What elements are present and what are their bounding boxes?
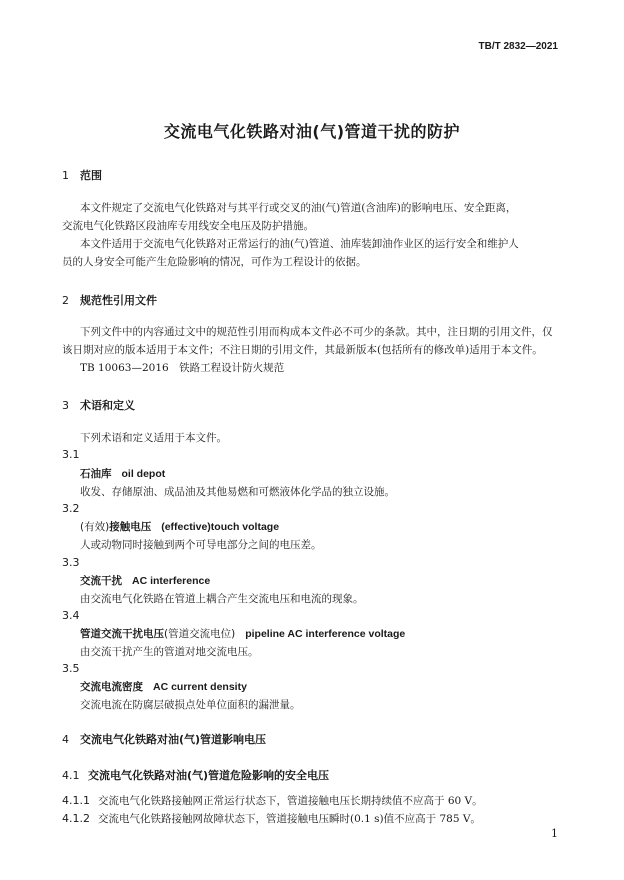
section-number: 1	[62, 169, 69, 182]
term-title	[80, 466, 165, 481]
subsection-title: 交流电气化铁路对油(气)管道危险影响的安全电压	[88, 769, 330, 782]
subsection-4-1-heading	[62, 767, 329, 783]
term-name-en: AC current density	[153, 681, 247, 693]
clause-text: 交流电气化铁路接触网正常运行状态下，管道接触电压长期持续值不应高于 60 V。	[98, 795, 483, 807]
term-name-en: (effective)touch voltage	[161, 521, 280, 533]
section-title: 规范性引用文件	[80, 294, 157, 307]
term-name-en: AC interference	[132, 575, 211, 587]
term-definition: 收发、存储原油、成品油及其他易燃和可燃液体化学品的独立设施。	[80, 486, 395, 498]
section-title: 术语和定义	[80, 399, 135, 412]
paragraph-line: 员的人身安全可能产生危险影响的情况，可作为工程设计的依据。	[62, 256, 367, 268]
term-name-cn: 接触电压	[109, 521, 152, 533]
term-definition: 人或动物同时接触到两个可导电部分之间的电压差。	[80, 539, 322, 551]
term-name-cn: 交流电流密度	[80, 681, 143, 693]
clause-number: 4.1.1	[62, 794, 90, 807]
term-name-cn: 交流干扰	[80, 575, 122, 587]
term-name-en: pipeline AC interference voltage	[245, 628, 406, 640]
subsection-number: 4.1	[62, 769, 80, 782]
term-number: 3.1	[62, 448, 80, 461]
document-title: 交流电气化铁路对油(气)管道干扰的防护	[163, 122, 461, 141]
section-number: 2	[62, 294, 69, 307]
term-name-en: oil depot	[121, 468, 166, 480]
paragraph-line: 本文件规定了交流电气化铁路对与其平行或交叉的油(气)管道(含油库)的影响电压、安全距离，	[80, 202, 517, 214]
paragraph-line: 交流电气化铁路区段油库专用线安全电压及防护措施。	[62, 220, 314, 232]
section-number: 4	[62, 733, 69, 746]
term-definition: 由交流干扰产生的管道对地交流电压。	[80, 646, 259, 658]
term-definition: 交流电流在防腐层破损点处单位面积的漏泄量。	[80, 699, 301, 711]
section-1-heading	[62, 167, 102, 183]
section-4-heading	[62, 731, 266, 747]
term-prefix: (有效)	[80, 521, 110, 533]
section-title: 范围	[80, 169, 102, 182]
clause	[62, 810, 481, 828]
section-3-heading	[62, 397, 135, 413]
page-number: 1	[551, 827, 558, 840]
standard-code: TB/T 2832—2021	[478, 41, 558, 52]
term-title	[80, 519, 279, 534]
section-2-heading	[62, 292, 157, 308]
term-title	[80, 679, 247, 694]
paragraph-line: 下列文件中的内容通过文中的规范性引用而构成本文件必不可少的条款。其中，注日期的引用文件，仅	[80, 326, 553, 338]
term-title	[80, 626, 405, 641]
section-number: 3	[62, 399, 69, 412]
term-title	[80, 573, 210, 588]
paragraph-line: 本文件适用于交流电气化铁路对正常运行的油(气)管道、油库装卸油作业区的运行安全和维护人	[80, 238, 519, 250]
term-number: 3.5	[62, 662, 80, 675]
term-definition: 由交流电气化铁路在管道上耦合产生交流电压和电流的现象。	[80, 593, 364, 605]
term-name-cn: 石油库	[80, 468, 112, 480]
term-name-cn: 管道交流干扰电压	[80, 628, 164, 640]
paragraph-line: 该日期对应的版本适用于本文件；不注日期的引用文件，其最新版本(包括所有的修改单)适用于本文件。	[62, 344, 543, 356]
clause-text: 交流电气化铁路接触网故障状态下，管道接触电压瞬时(0.1 s)值不应高于 785 V。	[98, 813, 481, 825]
clause-number: 4.1.2	[62, 812, 90, 825]
clause	[62, 792, 483, 810]
term-number: 3.3	[62, 556, 80, 569]
term-number: 3.4	[62, 609, 80, 622]
normative-reference: TB 10063—2016 铁路工程设计防火规范	[80, 362, 285, 374]
term-number: 3.2	[62, 502, 80, 515]
paragraph-line: 下列术语和定义适用于本文件。	[80, 432, 227, 444]
section-title: 交流电气化铁路对油(气)管道影响电压	[80, 733, 267, 746]
term-suffix: (管道交流电位)	[164, 628, 236, 640]
